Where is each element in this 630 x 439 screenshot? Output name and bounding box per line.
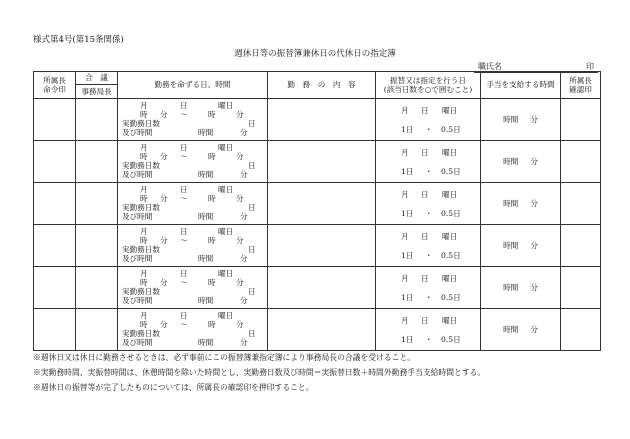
header-secretary-general: 事務局長 — [76, 85, 118, 99]
secretary-seal-cell[interactable] — [76, 183, 118, 225]
page-title: 週休日等の振替簿兼休日の代休日の指定簿 — [234, 49, 396, 59]
work-date-cell[interactable]: 月 日 曜日 時 分 ～ 時 分 実勤務日数 日 及び時間 時間 分 — [118, 225, 268, 267]
note-1: ※週休日又は休日に勤務させるときは、必ず事前にこの振替簿兼指定簿により事務局長の合議を受けること。 — [33, 353, 416, 362]
designation-table — [33, 71, 601, 351]
substitute-day-cell[interactable]: 月 日 曜日 1日 ・ 0.5日 — [376, 309, 481, 351]
work-date-cell[interactable]: 月 日 曜日 時 分 ～ 時 分 実勤務日数 日 及び時間 時間 分 — [118, 99, 268, 141]
header-confirm-seal: 所属長 確認印 — [561, 72, 601, 99]
commander-seal-cell[interactable] — [34, 225, 76, 267]
commander-seal-cell[interactable] — [34, 309, 76, 351]
work-date-cell[interactable]: 月 日 曜日 時 分 ～ 時 分 実勤務日数 日 及び時間 時間 分 — [118, 309, 268, 351]
secretary-seal-cell[interactable] — [76, 225, 118, 267]
work-content-cell[interactable] — [268, 225, 376, 267]
allowance-hours-cell[interactable]: 時間 分 — [481, 183, 561, 225]
substitute-day-cell[interactable]: 月 日 曜日 1日 ・ 0.5日 — [376, 225, 481, 267]
allowance-hours-cell[interactable]: 時間 分 — [481, 309, 561, 351]
work-date-cell[interactable]: 月 日 曜日 時 分 ～ 時 分 実勤務日数 日 及び時間 時間 分 — [118, 183, 268, 225]
secretary-seal-cell[interactable] — [76, 99, 118, 141]
table-row — [34, 99, 601, 141]
commander-seal-cell[interactable] — [34, 99, 76, 141]
commander-seal-cell[interactable] — [34, 183, 76, 225]
work-date-cell[interactable]: 月 日 曜日 時 分 ～ 時 分 実勤務日数 日 及び時間 時間 分 — [118, 267, 268, 309]
substitute-day-cell[interactable]: 月 日 曜日 1日 ・ 0.5日 — [376, 99, 481, 141]
form-number: 様式第4号(第15条関係) — [33, 35, 124, 45]
table-row — [34, 225, 601, 267]
note-3: ※週休日の振替等が完了したものについては、所属長の確認印を押印すること。 — [33, 383, 314, 392]
secretary-seal-cell[interactable] — [76, 141, 118, 183]
header-consultation: 合 議 — [76, 72, 118, 85]
work-content-cell[interactable] — [268, 267, 376, 309]
header-work-content: 勤 務 の 内 容 — [268, 72, 376, 99]
confirm-seal-cell[interactable] — [561, 99, 601, 141]
seal-mark: 印 — [586, 62, 594, 71]
work-content-cell[interactable] — [268, 183, 376, 225]
commander-seal-cell[interactable] — [34, 267, 76, 309]
commander-seal-cell[interactable] — [34, 141, 76, 183]
header-commander-seal: 所属長 命令印 — [34, 72, 76, 99]
substitute-day-cell[interactable]: 月 日 曜日 1日 ・ 0.5日 — [376, 267, 481, 309]
table-row — [34, 309, 601, 351]
header-substitute-day: 振替又は指定を行う日 (該当日数を○で囲むこと) — [376, 72, 481, 99]
allowance-hours-cell[interactable]: 時間 分 — [481, 99, 561, 141]
work-content-cell[interactable] — [268, 99, 376, 141]
allowance-hours-cell[interactable]: 時間 分 — [481, 225, 561, 267]
secretary-seal-cell[interactable] — [76, 267, 118, 309]
substitute-day-cell[interactable]: 月 日 曜日 1日 ・ 0.5日 — [376, 183, 481, 225]
allowance-hours-cell[interactable]: 時間 分 — [481, 141, 561, 183]
table-row — [34, 141, 601, 183]
confirm-seal-cell[interactable] — [561, 309, 601, 351]
header-allowance-hours: 手当を支給する時間 — [481, 72, 561, 99]
table-row — [34, 267, 601, 309]
allowance-hours-cell[interactable]: 時間 分 — [481, 267, 561, 309]
secretary-seal-cell[interactable] — [76, 309, 118, 351]
work-content-cell[interactable] — [268, 309, 376, 351]
confirm-seal-cell[interactable] — [561, 267, 601, 309]
work-content-cell[interactable] — [268, 141, 376, 183]
note-2: ※実勤務時間、実振替時間は、休憩時間を除いた時間とし、実勤務日数及び時間＝実振替日数＋時間外勤務手当支給時間とする。 — [33, 368, 486, 377]
confirm-seal-cell[interactable] — [561, 225, 601, 267]
substitute-day-cell[interactable]: 月 日 曜日 1日 ・ 0.5日 — [376, 141, 481, 183]
header-work-date: 勤務を命ずる日、時間 — [118, 72, 268, 99]
notes — [33, 350, 613, 395]
name-label: 職氏名 — [478, 62, 502, 71]
confirm-seal-cell[interactable] — [561, 141, 601, 183]
table-row — [34, 183, 601, 225]
confirm-seal-cell[interactable] — [561, 183, 601, 225]
work-date-cell[interactable]: 月 日 曜日 時 分 ～ 時 分 実勤務日数 日 及び時間 時間 分 — [118, 141, 268, 183]
